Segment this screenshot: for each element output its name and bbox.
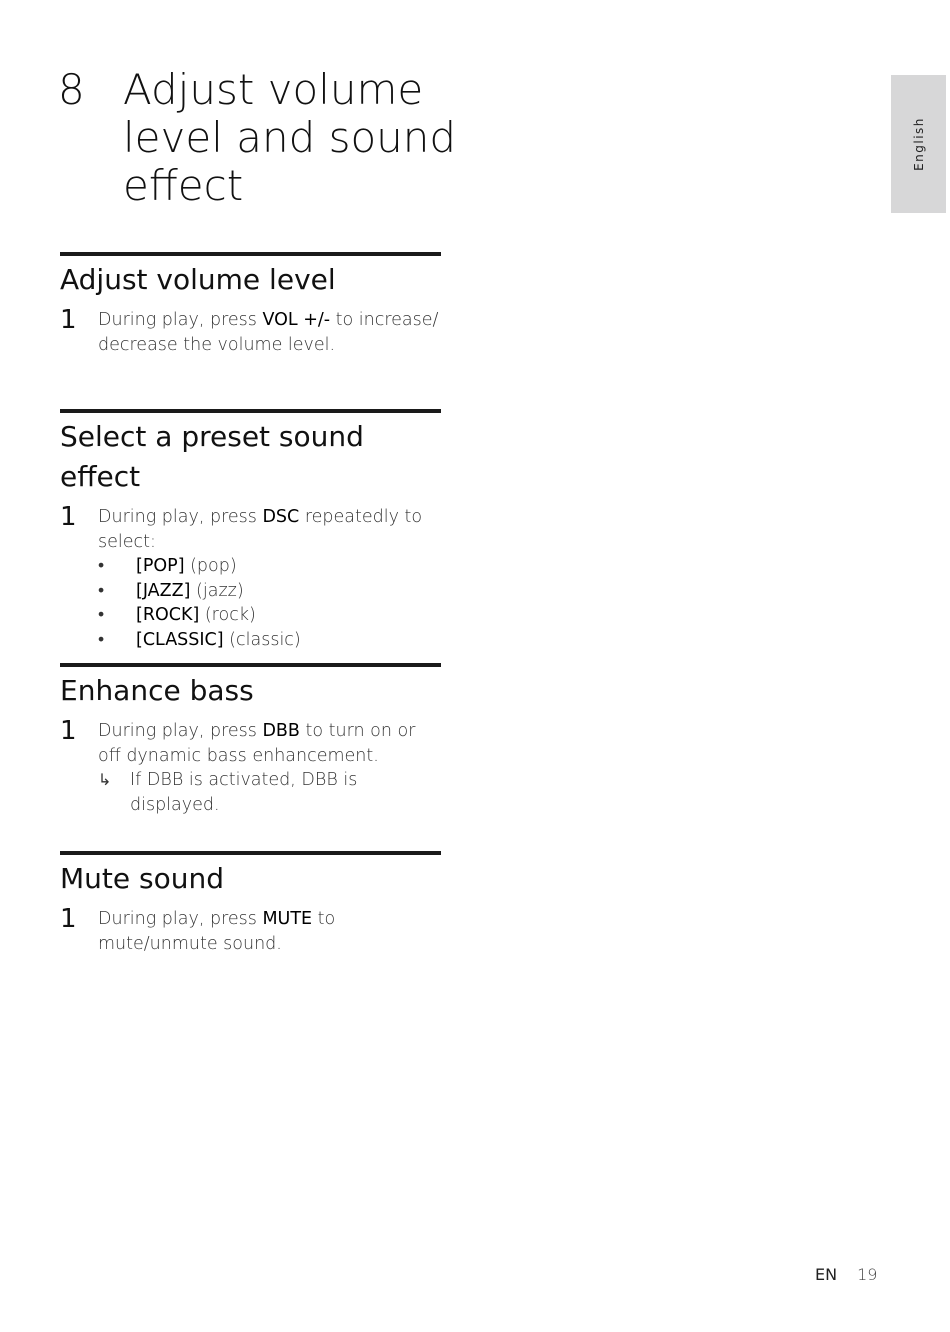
chapter-title: Adjust volume level and sound effect bbox=[123, 65, 457, 210]
option-desc: (jazz) bbox=[190, 580, 244, 601]
option-desc: (pop) bbox=[184, 556, 237, 576]
result-text: If DBB is activated, DBB is displayed. bbox=[130, 770, 358, 815]
bullet-icon: • bbox=[98, 556, 105, 576]
section-enhance-bass bbox=[60, 663, 441, 817]
preset-options-list bbox=[98, 554, 441, 652]
bullet-icon: • bbox=[98, 629, 105, 650]
step bbox=[60, 904, 441, 956]
key-name: DSC bbox=[262, 507, 300, 527]
option-desc: (classic) bbox=[223, 629, 301, 650]
list-item bbox=[98, 603, 441, 628]
list-item bbox=[98, 628, 441, 653]
step-result bbox=[98, 768, 441, 817]
step-text-end: to turn on or off dynamic bass enhancement. bbox=[98, 721, 416, 766]
option-key: [ROCK] bbox=[136, 605, 200, 625]
section-mute-sound bbox=[60, 851, 441, 956]
step bbox=[60, 305, 441, 357]
option-key: [POP] bbox=[136, 556, 185, 576]
section-heading: Enhance bass bbox=[60, 674, 254, 707]
key-name: DBB bbox=[262, 721, 300, 741]
option-key: [JAZZ] bbox=[136, 580, 191, 601]
section-adjust-volume bbox=[60, 252, 441, 357]
result-arrow-icon: ↳ bbox=[98, 770, 112, 789]
step-number: 1 bbox=[60, 502, 77, 532]
step-text bbox=[98, 505, 441, 652]
bullet-icon: • bbox=[98, 580, 105, 601]
step-text bbox=[98, 308, 441, 357]
page-number: 19 bbox=[857, 1265, 878, 1284]
step-text-start: During play, press bbox=[98, 507, 263, 527]
step-text-start: During play, press bbox=[98, 310, 263, 330]
key-name: MUTE bbox=[262, 909, 313, 929]
step-text-end: to mute/unmute sound. bbox=[98, 909, 336, 954]
footer-language: EN bbox=[815, 1265, 838, 1284]
section-heading: Mute sound bbox=[60, 862, 224, 895]
step-number: 1 bbox=[60, 904, 77, 934]
step-text bbox=[98, 719, 441, 817]
option-desc: (rock) bbox=[199, 605, 256, 625]
step-text-end: to increase/ decrease the volume level. bbox=[98, 310, 439, 355]
list-item bbox=[98, 579, 441, 604]
step-number: 1 bbox=[60, 305, 77, 335]
step-text-start: During play, press bbox=[98, 909, 263, 929]
option-key: [CLASSIC] bbox=[136, 629, 224, 650]
step-text-start: During play, press bbox=[98, 721, 263, 741]
key-name: VOL +/- bbox=[262, 310, 331, 330]
page-footer bbox=[815, 1265, 877, 1285]
section-heading: Select a preset sound effect bbox=[60, 420, 364, 493]
chapter-number: 8 bbox=[58, 65, 85, 114]
bullet-icon: • bbox=[98, 605, 105, 625]
step-text-end: repeatedly to select: bbox=[98, 507, 423, 552]
list-item bbox=[98, 554, 441, 579]
step-number: 1 bbox=[60, 716, 77, 746]
language-tab-label: English bbox=[911, 117, 926, 171]
language-tab bbox=[891, 75, 946, 213]
step bbox=[60, 502, 441, 652]
step bbox=[60, 716, 441, 817]
section-preset-sound-effect bbox=[60, 409, 441, 652]
step-text bbox=[98, 907, 441, 956]
section-heading: Adjust volume level bbox=[60, 263, 336, 296]
